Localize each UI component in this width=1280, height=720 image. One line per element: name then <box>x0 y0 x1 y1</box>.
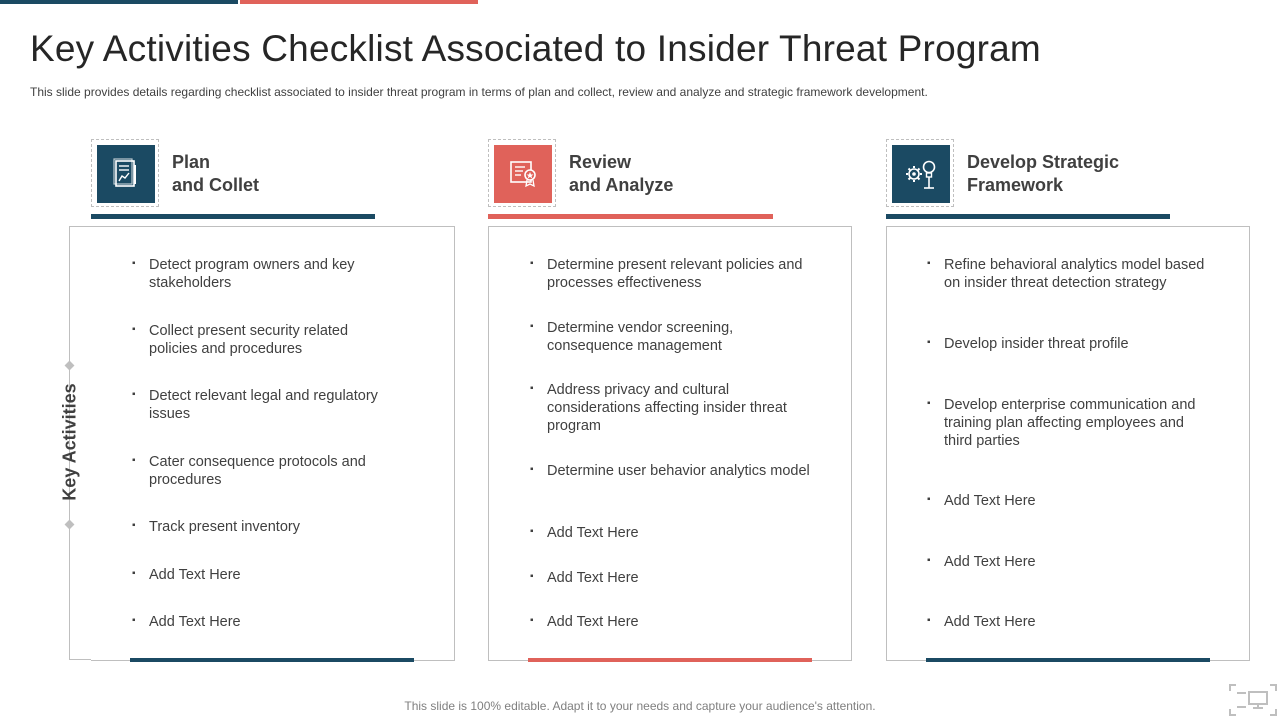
gear-lightbulb-icon <box>892 145 950 203</box>
column-3-heading-line2: Framework <box>967 175 1064 195</box>
document-chart-icon <box>97 145 155 203</box>
column-1-card-bottom-bar <box>130 658 414 662</box>
top-accent-bar-red <box>240 0 478 4</box>
column-1-item-5: ▪ Track present inventory <box>132 519 300 535</box>
column-1-heading <box>172 151 259 197</box>
column-1-heading-underline <box>91 214 375 219</box>
column-3-heading-underline <box>886 214 1170 219</box>
column-2-card-bottom-bar <box>528 658 812 662</box>
column-1-heading-line1: Plan <box>172 152 211 172</box>
column-3-item-6: ▪ Add Text Here <box>927 614 1036 630</box>
page-title: Key Activities Checklist Associated to Insider Threat Program <box>30 28 1041 69</box>
column-3-heading <box>967 151 1119 197</box>
page-subtitle: This slide provides details regarding checklist associated to insider threat program in terms of plan and collect, review and analyze and strategic framework development. <box>30 85 928 99</box>
column-1-item-4: ▪ Cater consequence protocols and procedures <box>132 454 366 488</box>
column-1-item-3: ▪ Detect relevant legal and regulatory issues <box>132 388 378 422</box>
top-accent-bar-navy <box>0 0 238 4</box>
column-3-card-bottom-bar <box>926 658 1210 662</box>
column-3-item-2: ▪ Develop insider threat profile <box>927 336 1129 352</box>
column-1-heading-line2: and Collet <box>172 175 260 195</box>
side-label: Key Activities <box>59 383 80 501</box>
column-3-item-3: ▪ Develop enterprise communication and training plan affecting employees and third parties <box>927 397 1196 449</box>
column-2-item-7: ▪ Add Text Here <box>530 614 639 630</box>
column-3-heading-line1: Develop Strategic <box>967 152 1120 172</box>
column-3-item-1: ▪ Refine behavioral analytics model based on insider threat detection strategy <box>927 257 1205 291</box>
column-3-item-4: ▪ Add Text Here <box>927 493 1036 509</box>
certificate-review-icon <box>494 145 552 203</box>
column-1-icon-frame <box>91 139 159 207</box>
column-1-item-6: ▪ Add Text Here <box>132 567 241 583</box>
column-1-item-2: ▪ Collect present security related policies and procedures <box>132 323 349 357</box>
column-2-item-4: ▪ Determine user behavior analytics model <box>530 463 810 479</box>
column-2-icon-frame <box>488 139 556 207</box>
column-2-heading-line1: Review <box>569 152 632 172</box>
column-2-item-6: ▪ Add Text Here <box>530 570 639 586</box>
column-2-item-2: ▪ Determine vendor screening, consequence management <box>530 320 734 354</box>
presentation-screen-icon <box>1228 683 1278 717</box>
column-1-item-1: ▪ Detect program owners and key stakeholders <box>132 257 355 291</box>
column-2-heading-line2: and Analyze <box>569 175 674 195</box>
column-2-item-3: ▪ Address privacy and cultural considerations affecting insider threat program <box>530 382 787 434</box>
column-2-item-1: ▪ Determine present relevant policies and processes effectiveness <box>530 257 803 291</box>
column-3-item-5: ▪ Add Text Here <box>927 554 1036 570</box>
column-2-heading <box>569 151 673 197</box>
column-2-heading-underline <box>488 214 773 219</box>
column-3-icon-frame <box>886 139 954 207</box>
footer-note: This slide is 100% editable. Adapt it to your needs and capture your audience's attention. <box>404 699 876 713</box>
column-1-item-7: ▪ Add Text Here <box>132 614 241 630</box>
column-2-item-5: ▪ Add Text Here <box>530 525 639 541</box>
